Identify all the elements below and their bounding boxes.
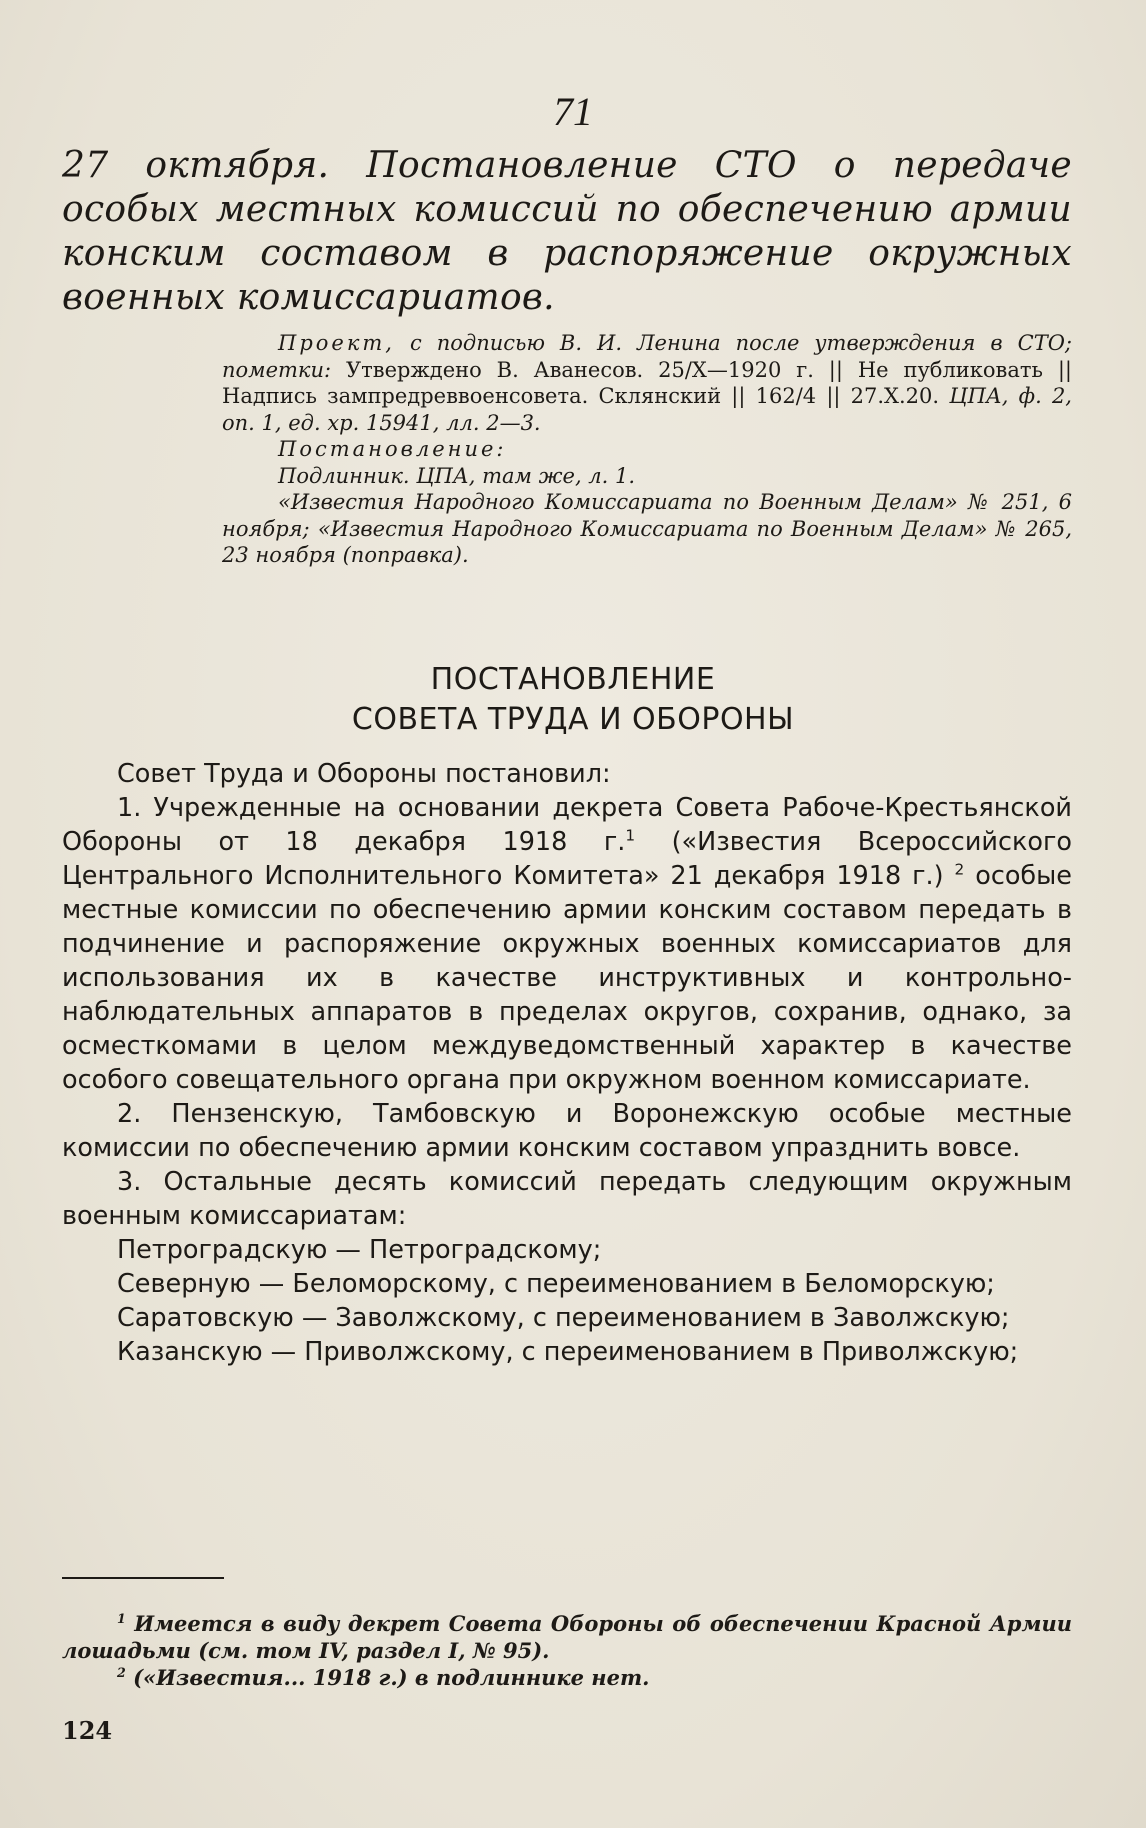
- source-label-decree: Постановление:: [278, 437, 507, 461]
- decree-item-petrograd: Петроградскую — Петроградскому;: [117, 1235, 602, 1265]
- footnote-1: $^1$ Имеется в виду декрет Совета Обороны об обеспечении Красной Армии лошадьми (см. том IV, раздел I, № 95).: [62, 1611, 1072, 1663]
- decree-paragraph-3: 3. Остальные десять комиссий передать следующим окружным военным комиссариатам:: [62, 1167, 1072, 1231]
- decree-item-kazan: Казанскую — Приволжскому, с переименованием в Приволжскую;: [117, 1337, 1019, 1367]
- decree-title: [0, 660, 1146, 740]
- source-project-marks: Утверждено В. Аванесов. 25/X—1920 г. || Не публиковать || Надпись зампредреввоенсовета. Склянский || 162/4 || 27.X.20.: [222, 357, 1072, 408]
- source-project-archive: ЦПА, ф. 2, оп. 1, ед. хр. 15941, лл. 2—3.: [222, 384, 1072, 435]
- decree-paragraph-2: 2. Пензенскую, Тамбовскую и Воронежскую особые местные комиссии по обеспечению армии конским составом упразднить вовсе.: [62, 1099, 1072, 1163]
- page-number: 124: [62, 1716, 113, 1745]
- decree-body: [62, 757, 1072, 1369]
- decree-title-line2: СОВЕТА ТРУДА И ОБОРОНЫ: [351, 702, 795, 737]
- document-heading: 27 октября. Постановление СТО о передаче особых местных комиссий по обеспечению армии конским составом в распоряжение окружных военных комиссариатов.: [62, 145, 1072, 318]
- source-publication: «Известия Народного Комиссариата по Военным Делам» № 251, 6 ноября; «Известия Народного Комиссариата по Военным Делам» № 265, 23 ноября (поправка).: [222, 490, 1072, 567]
- source-note: [222, 330, 1072, 569]
- document-number: 71: [553, 89, 593, 134]
- decree-item-saratov: Саратовскую — Заволжскому, с переименованием в Заволжскую;: [117, 1303, 1010, 1333]
- source-original: Подлинник. ЦПА, там же, л. 1.: [278, 463, 636, 488]
- footnote-ref-2: 2: [954, 860, 965, 879]
- footnote-divider: [62, 1577, 224, 1579]
- footnotes: [62, 1610, 1072, 1691]
- decree-paragraph-1: 1. Учрежденные на основании декрета Совета Рабоче-Крестьянской Обороны от 18 декабря 1918 г.$^1$ («Известия Всероссийского Центрального Исполнительного Комитета» 21 декабря 1918 г.) $^2$ особые местные комиссии по обеспечению армии конским составом передать в подчинение и распоряжение окружных военных комиссариатов для использования их в качестве инструктивных и контрольно-наблюдательных аппаратов в пределах округов, сохранив, однако, за осместкомами в целом междуведомственный характер в качестве особого совещательного органа при окружном военном комиссариате.: [62, 793, 1072, 1095]
- decree-intro: Совет Труда и Обороны постановил:: [117, 759, 611, 789]
- source-project-desc: с подписью В. И. Ленина после утверждения в СТО; пометки:: [222, 331, 1072, 382]
- footnote-ref-1: 1: [625, 826, 636, 845]
- footnote-2: $^2$ («Известия... 1918 г.) в подлиннике нет.: [117, 1665, 650, 1690]
- decree-item-north: Северную — Беломорскому, с переименованием в Беломорскую;: [117, 1269, 995, 1299]
- decree-title-line1: ПОСТАНОВЛЕНИЕ: [430, 662, 716, 697]
- source-label-project: Проект,: [278, 331, 395, 355]
